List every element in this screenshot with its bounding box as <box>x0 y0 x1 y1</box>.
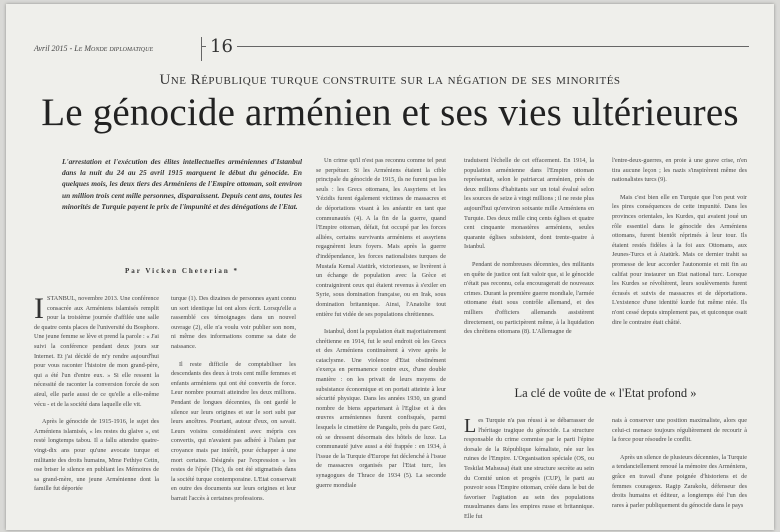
newspaper-page <box>6 4 774 530</box>
column-2 <box>171 294 296 530</box>
article-lede: L'arrestation et l'exécution des élites intellectuelles arméniennes d'Istanbul dans la nuit du 24 au 25 avril 1915 marquent le début du génocide. En quelques mois, les deux tiers des Arméniens de l'Empire ottoman, soit environ un million trois cent mille personnes, disparaissent. Depuis cent ans, toutes les minorités de Turquie payent le prix de l'impunité et des dénégations de l'Etat. <box>62 157 302 211</box>
column-1 <box>34 294 159 530</box>
paragraph-text: es Turquie n'a pas réussi à se débarrasser de l'héritage tragique du génocide. La structure responsable du crime commise par le parti l'épine dorsale de la République kémaliste, née sur les ruines de l'Empire. L'Organisation spéciale (OS, ou Teskilat Mahsusa) était une structure secrète au sein du Comité union et progrès (CUP), le parti au pouvoir sous l'Empire ottoman, créée dans le but de favoriser l'agitation au sein des populations musulmanes dans les empires russe et britannique. Elle fut <box>464 417 594 520</box>
drop-cap: L <box>464 416 477 437</box>
paragraph: Il reste difficile de comptabiliser les descendants des deux à trois cent mille femmes et enfants arméniens qui ont été convertis de force. Leur nombre pourrait atteindre les deux millions. Pendant de longues décennies, ils ont gardé le silence sur leurs origines et sur le sort subi par leurs ancêtres. Pourtant, autour d'eux, on savait. Leurs voisins considéraient avec mépris ces convertis, qui n'avaient pas adhéré à l'islam par croyance mais par intérêt, pour échapper à une mort certaine. Désignés par l'expression « les restes de l'épée (Tic), ils ont été stigmatisés dans la société turque contemporaine. L'Etat conservait en outre des documents sur leurs origines et leur barrait l'accès à certaines professions. <box>171 360 296 502</box>
paragraph: traduisent l'échelle de cet effacement. En 1914, la population arménienne dans l'Empire ottoman représentait, selon le patriarcat arménien, près de deux millions d'habitants sur un total évalué selon les sources de seize à vingt millions ; il ne reste plus aujourd'hui qu'environ soixante mille Arméniens en Turquie. Des deux mille cinq cents églises et quatre cent cinquante monastères arméniens, seules quarante églises subsistent, dont trente-quatre à Istanbul. <box>464 157 594 251</box>
paragraph: Après un silence de plusieurs décennies, la Turquie a tendanciellement renoué la mémoire des Arméniens, grâce en travail d'une poignée d'historiens et de femmes courageux. Ragip Zarakolu, défenseur des droits humains et éditeur, a longtemps été l'un des rares à parler publiquement du génocide dans le pays <box>612 453 747 509</box>
paragraph: l'entre-deux-guerres, en proie à une grave crise, n'en tira aucune leçon ; les nazis s'inspirèrent même des nationalistes turcs (9). <box>612 157 747 184</box>
paragraph <box>34 294 159 409</box>
paragraph: turque (1). Des dizaines de personnes ayant connu un sort identique lui ont alors écrit. Lorsqu'elle a rassemblé ces témoignages dans un nouvel ouvrage (2), elle n'a voulu voir publier son nom, ni même des informations comme sa date de naissance. <box>171 295 296 350</box>
article-headline: Le génocide arménien et ses vies ultérieures <box>41 91 739 134</box>
article-byline: Par Vicken Cheterian * <box>124 267 240 275</box>
paragraph: Pendant de nombreuses décennies, des militants en quête de justice ont fait valoir que, si le génocide n'était pas reconnu, cela encouragerait de nouveaux crimes. Durant la première guerre mondiale, l'armée ottomane était sous contrôle allemand, et des milliers d'officiers allemands assistèrent directement, ou participèrent même, à la liquidation des chrétiens ottomans (8). L'Allemagne de <box>464 260 594 336</box>
header-vertical-rule <box>201 37 202 61</box>
drop-cap: I <box>34 294 44 325</box>
paragraph: nais à conserver une position maximaliste, alors que celui-ci menace toujours régulièrement de recourir à la force pour résoudre le conflit. <box>612 417 747 444</box>
column-3 <box>316 156 446 530</box>
section-subhead: La clé de voûte de « l'Etat profond » <box>514 386 697 400</box>
issue-date: Avril 2015 <box>34 44 68 53</box>
header-separator: - <box>67 44 75 53</box>
column-7 <box>612 416 747 530</box>
paragraph: Mais c'est bien elle en Turquie que l'on peut voir les pires conséquences de cette impunité. Dans les provinces orientales, les Kurdes, qui avaient joué un rôle essentiel dans le génocide des Arméniens ottomans, furent bientôt réprimés à leur tour. Ils étaient restés fidèles à la foi aux Ottomans, aux Jeunes-Turcs et à Atatürk. Mais ce dernier trahit sa promesse de leur accorder l'autonomie et mit fin au califat pour instaurer un Etat national turc. Lorsque les Kurdes se révoltèrent, leurs soulèvements furent écrasés et suivis de massacres et de déportations. L'existence d'une identité kurde fut même niée. Ils n'ont cessé depuis simplement pas, et quiconque osait dire le contraire était châtié. <box>612 193 747 326</box>
page-header <box>34 44 153 53</box>
publication-name: Le Monde diplomatique <box>74 44 154 53</box>
paragraph <box>464 416 594 522</box>
paragraph: Istanbul, dont la population était majoritairement chrétienne en 1914, fut le seul endroit où les Grecs et des Arméniens continuèrent à vivre après le cataclysme. Une violence d'Etat obstinément s'exerça en permanence contre eux, d'une double manière : on les privait de leurs moyens de subsistance économique et on portait atteinte à leur sécurité physique. Dans les années 1930, un grand nombre de biens appartenant à l'Eglise et à des œuvres arméniennes furent confisqués, parmi lesquels le cimetière de Pangaltı, près du parc Gezi, où se dressent désormais des hôtels de luxe. La communauté juive aussi a été frappée : en 1934, à l'issue de la Turquie d'Europe fut déclenché à l'issue de massacres organisés par l'Etat turc, les synagogues de Thrace de 1934 (5). La seconde guerre mondiale <box>316 328 446 489</box>
paragraph: Après le génocide de 1915-1916, le sujet des Arméniens islamisés, « les restes du glaive », est resté longtemps tabou. Il a fallu attendre quatre-vingt-dix ans pour qu'une avocate turque et militante des droits humains, Mme Fethiye Cetin, ose briser le silence en publiant les Mémoires de sa grand-mère, une jeune Arménienne dont la famille fut déportée <box>34 418 159 493</box>
column-6 <box>464 416 594 530</box>
paragraph: Un crime qu'il n'est pas reconnu comme tel peut se perpétuer. Si les Arméniens étaient la cible principale du génocide de 1915, ils ne furent pas les seuls : les Grecs ottomans, les Assyriens et les Yézidis furent également victimes de massacres et de déportations visant à les anéantir en tant que communautés (4). A la fin de la guerre, quand l'Empire ottoman, défait, fut occupé par les forces alliées, certains survivants arméniens et assyriens regagnèrent leurs foyers. Mais après la guerre d'indépendance, les forces nationalistes turques de Mustafa Kemal Atatürk, victorieuses, se livrèrent à un échange de population avec la Grèce et contraignirent ceux qui étaient revenus à s'exiler en Syrie, sous domination française, ou en Irak, sous domination britannique. Ainsi, l'Anatolie tout entière fut vidée de ses populations chrétiennes. <box>316 157 446 318</box>
column-5 <box>612 156 747 380</box>
header-rule <box>201 46 749 47</box>
article-kicker: Une République turque construite sur la négation de ses minorités <box>159 72 621 88</box>
paragraph-text: STANBUL, novembre 2013. Une conférence consacrée aux Arméniens islamisés remplit pour la troisième journée d'affilée une salle de quatre cents places de l'université du Bosphore. Une jeune femme se lève et prend la parole : « J'ai suivi la conférence pendant deux jours sur Internet. Et j'ai décidé de m'y rendre aujourd'hui pour vous raconter l'histoire de mon grand-père, qui a été l'un d'entre eux. » Si elle ressent la nécessité de raconter la conversion forcée de son aïeul, elle parle aussi de ce qu'elle a elle-même vécu - et de la société dans laquelle elle vit. <box>34 295 159 408</box>
page-number: 16 <box>206 36 237 57</box>
column-4 <box>464 156 594 380</box>
